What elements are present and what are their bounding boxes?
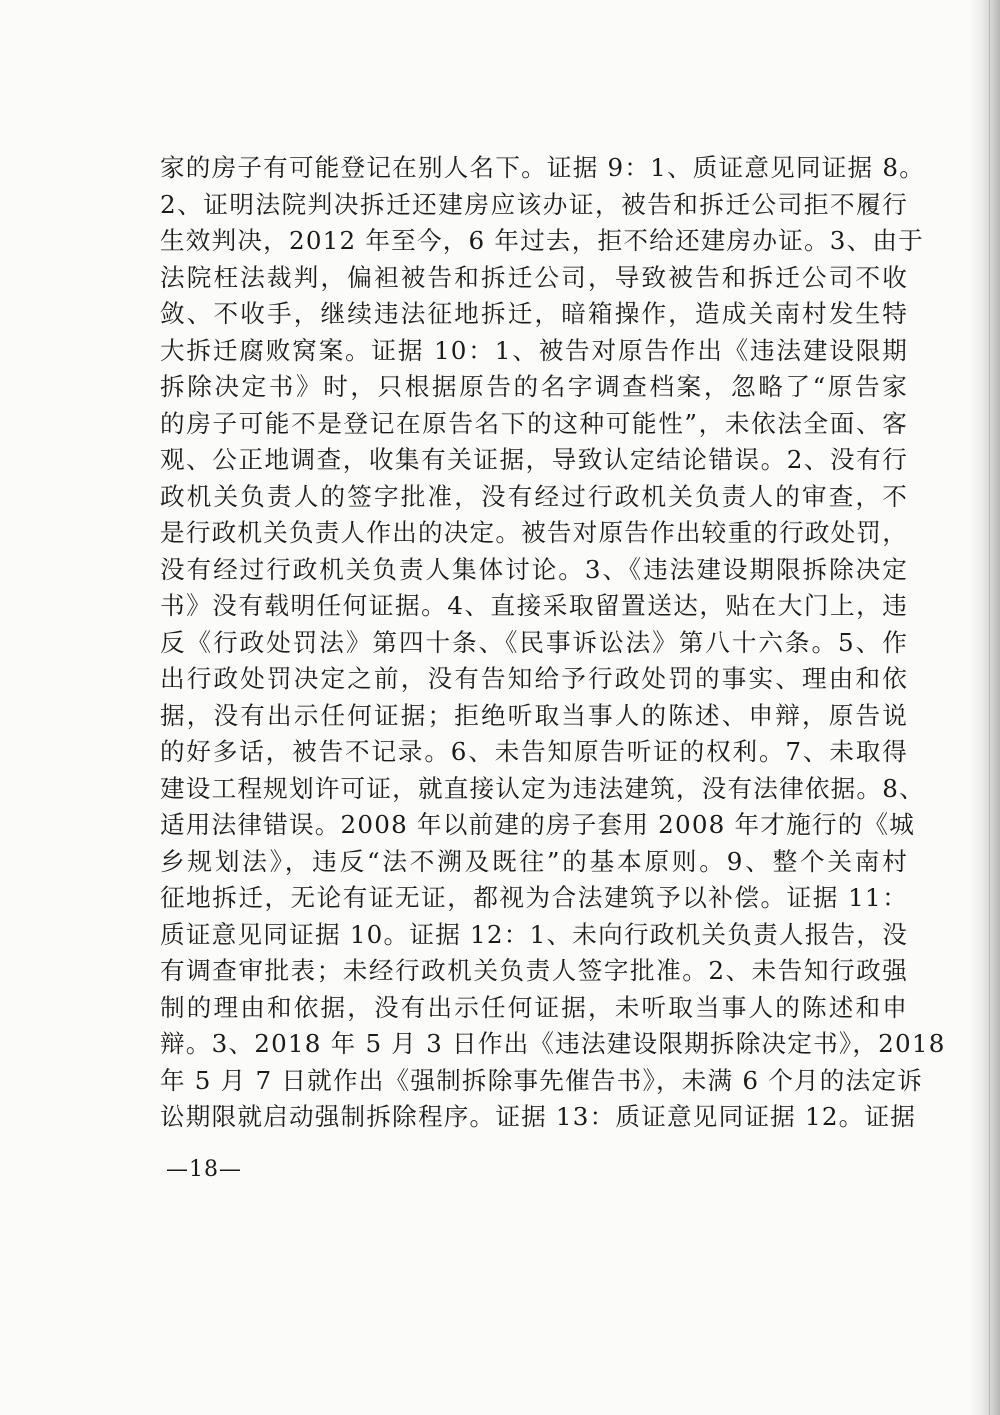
text-line: 有调查审批表；未经行政机关负责人签字批准。2、未告知行政强 bbox=[160, 956, 908, 985]
text-line: 拆除决定书》时，只根据原告的名字调查档案，忽略了“原告家 bbox=[160, 372, 908, 401]
text-line: 的房子可能不是登记在原告名下的这种可能性”，未依法全面、客 bbox=[160, 408, 908, 438]
text-line: 讼期限就启动强制拆除程序。证据 13：质证意见同证据 12。证据 bbox=[160, 1102, 917, 1131]
text-line: 2、证明法院判决拆迁还建房应该办证，被告和拆迁公司拒不履行 bbox=[160, 189, 908, 219]
text-line: 敛、不收手，继续违法征地拆迁，暗箱操作，造成关南村发生特 bbox=[160, 299, 908, 328]
body-text bbox=[160, 150, 946, 1136]
text-line: 制的理由和依据，没有出示任何证据，未听取当事人的陈述和申 bbox=[160, 992, 908, 1022]
text-line: 观、公正地调查，收集有关证据，导致认定结论错误。2、没有行 bbox=[160, 445, 908, 474]
text-line: 法院枉法裁判，偏袒被告和拆迁公司，导致被告和拆迁公司不收 bbox=[160, 262, 908, 292]
text-line: 辩。3、2018 年 5 月 3 日作出《违法建设限期拆除决定书》，2018 bbox=[160, 1029, 946, 1058]
text-line: 大拆迁腐败窝案。证据 10：1、被告对原告作出《违法建设限期 bbox=[160, 335, 908, 365]
text-line: 出行政处罚决定之前，没有告知给予行政处罚的事实、理由和依 bbox=[160, 664, 908, 693]
text-line: 征地拆迁，无论有证无证，都视为合法建筑予以补偿。证据 11： bbox=[160, 883, 908, 912]
text-line: 据，没有出示任何证据；拒绝听取当事人的陈述、申辩，原告说 bbox=[160, 700, 908, 730]
text-line: 建设工程规划许可证，就直接认定为违法建筑，没有法律依据。8、 bbox=[160, 773, 925, 803]
text-line: 反《行政处罚法》第四十条、《民事诉讼法》第八十六条。5、作 bbox=[160, 627, 908, 657]
text-line: 家的房子有可能登记在别人名下。证据 9：1、质证意见同证据 8。 bbox=[160, 153, 926, 182]
page-number: —18— bbox=[166, 1157, 242, 1182]
text-line: 政机关负责人的签字批准，没有经过行政机关负责人的审查，不 bbox=[160, 481, 908, 511]
text-line: 书》没有载明任何证据。4、直接采取留置送达，贴在大门上，违 bbox=[160, 591, 908, 620]
page-edge-line bbox=[989, 0, 990, 1415]
text-line: 没有经过行政机关负责人集体讨论。3、《违法建设期限拆除决定 bbox=[160, 554, 908, 584]
text-line: 的好多话，被告不记录。6、未告知原告听证的权利。7、未取得 bbox=[160, 737, 908, 766]
text-line: 年 5 月 7 日就作出《强制拆除事先催告书》，未满 6 个月的法定诉 bbox=[160, 1065, 923, 1095]
text-line: 乡规划法》，违反“法不溯及既往”的基本原则。9、整个关南村 bbox=[160, 846, 908, 876]
text-line: 质证意见同证据 10。证据 12：1、未向行政机关负责人报告，没 bbox=[160, 919, 908, 949]
text-line: 是行政机关负责人作出的决定。被告对原告作出较重的行政处罚， bbox=[160, 518, 909, 547]
page-edge-shadow bbox=[968, 0, 1000, 1415]
text-line: 生效判决，2012 年至今，6 年过去，拒不给还建房办证。3、由于 bbox=[160, 226, 924, 255]
text-line: 适用法律错误。2008 年以前建的房子套用 2008 年才施行的《城 bbox=[160, 810, 916, 839]
